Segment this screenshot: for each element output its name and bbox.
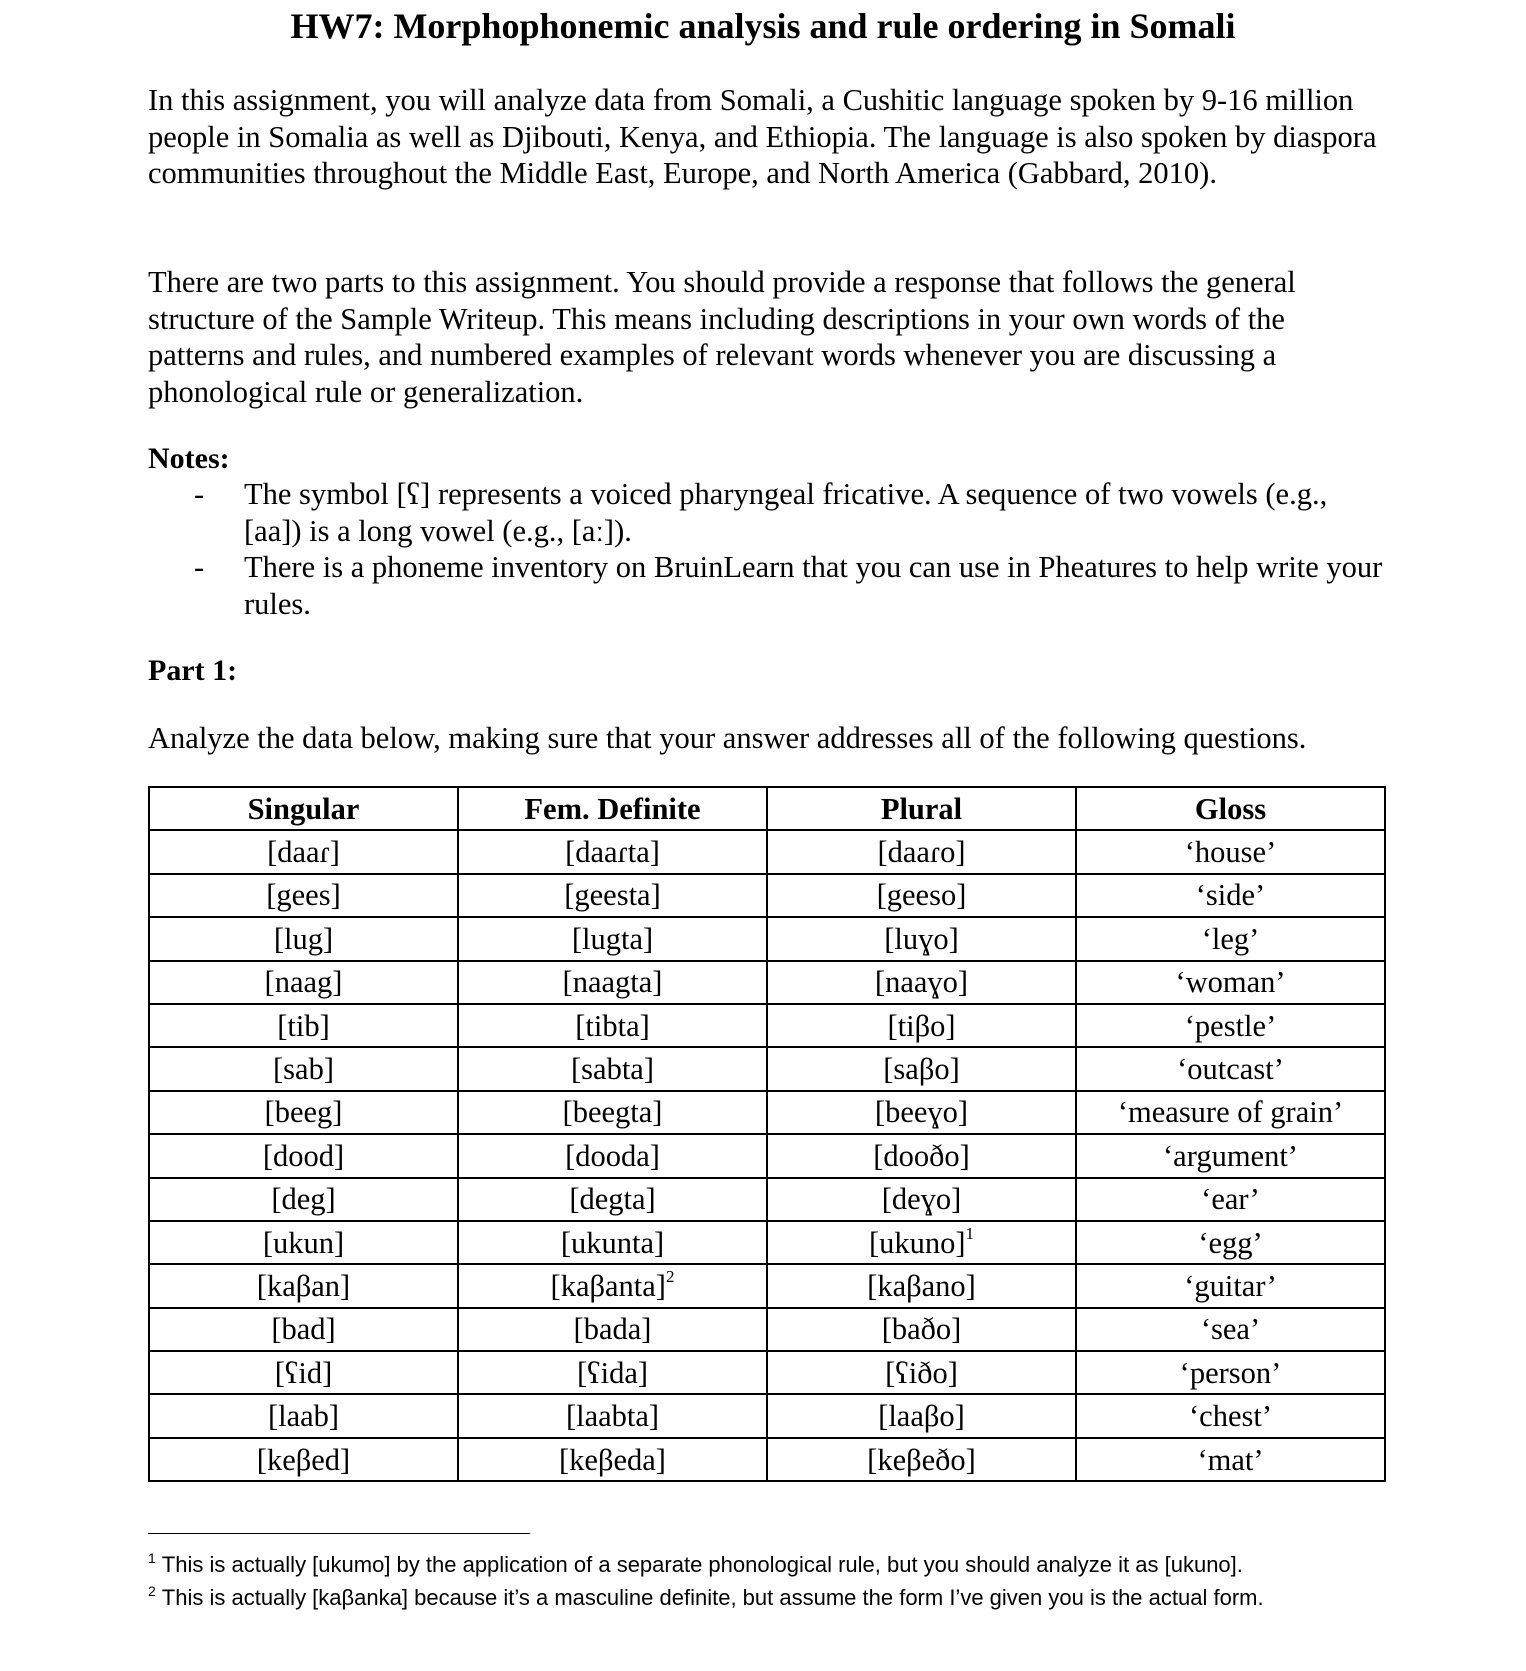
footnote-mark: 1 — [148, 1550, 156, 1566]
cell-text: [sab] — [273, 1052, 334, 1087]
cell-plural — [767, 1351, 1076, 1394]
cell-gloss — [1076, 1438, 1385, 1481]
table-row — [149, 1047, 1385, 1090]
cell-singular — [149, 874, 458, 917]
footnote-reference: 2 — [665, 1266, 675, 1286]
cell-text: [baðo] — [881, 1312, 962, 1347]
notes-heading: Notes: — [148, 442, 230, 475]
notes-item-text: The symbol [ʕ] represents a voiced pharyngeal fricative. A sequence of two vowels (e.g., [aa]) is a long vowel (e.g., [aː]). — [244, 477, 1328, 548]
cell-fem-definite — [458, 961, 767, 1004]
footnote-separator — [148, 1533, 530, 1534]
cell-gloss — [1076, 1178, 1385, 1221]
cell-fem-definite — [458, 1438, 767, 1481]
cell-text: [deg] — [271, 1182, 336, 1217]
cell-text: [gees] — [266, 878, 341, 913]
cell-text: [ʕid] — [274, 1355, 333, 1390]
cell-plural — [767, 874, 1076, 917]
column-header-plural: Plural — [767, 787, 1076, 830]
table-header-row — [149, 787, 1385, 830]
cell-fem-definite — [458, 1004, 767, 1047]
cell-text: [beeɣo] — [874, 1095, 969, 1130]
cell-fem-definite — [458, 1351, 767, 1394]
cell-gloss — [1076, 1394, 1385, 1437]
cell-singular — [149, 1438, 458, 1481]
notes-item-text: There is a phoneme inventory on BruinLearn that you can use in Pheatures to help write your rules. — [244, 550, 1383, 621]
cell-text: [geeso] — [876, 878, 967, 913]
cell-text: [sabta] — [571, 1052, 654, 1087]
footnote-text: This is actually [ukumo] by the application of a separate phonological rule, but you should analyze it as [ukuno]. — [161, 1552, 1243, 1577]
cell-text: ‘side’ — [1195, 878, 1266, 913]
cell-singular — [149, 961, 458, 1004]
cell-plural — [767, 1264, 1076, 1307]
cell-text: [laab] — [267, 1399, 340, 1434]
cell-text: ‘woman’ — [1175, 965, 1286, 1000]
table-row — [149, 1091, 1385, 1134]
cell-text: [daaɾta] — [565, 835, 660, 870]
cell-singular — [149, 917, 458, 960]
cell-singular — [149, 1264, 458, 1307]
cell-plural — [767, 1394, 1076, 1437]
cell-gloss — [1076, 917, 1385, 960]
cell-fem-definite — [458, 830, 767, 873]
cell-text: [laaβo] — [878, 1399, 965, 1434]
cell-plural — [767, 1047, 1076, 1090]
cell-text: [naaɣo] — [874, 965, 969, 1000]
cell-text: ‘leg’ — [1201, 921, 1260, 956]
cell-gloss — [1076, 1351, 1385, 1394]
cell-text: [kaβan] — [256, 1268, 351, 1303]
notes-item — [148, 476, 1388, 549]
cell-text: [keβeðo] — [867, 1442, 976, 1477]
cell-text: [keβed] — [256, 1442, 351, 1477]
column-header-gloss: Gloss — [1076, 787, 1385, 830]
table-row — [149, 1134, 1385, 1177]
table-row — [149, 874, 1385, 917]
cell-text: [daaɾ] — [267, 835, 340, 870]
cell-text: ‘mat’ — [1197, 1442, 1264, 1477]
cell-text: [keβeda] — [559, 1442, 666, 1477]
cell-text: [dooðo] — [873, 1138, 970, 1173]
table-row — [149, 1394, 1385, 1437]
cell-singular — [149, 1394, 458, 1437]
instructions-paragraph: There are two parts to this assignment. You should provide a response that follows the general structure of the Sample Writeup. This means including descriptions in your own words of the patterns and rules, and numbered examples of relevant words whenever you are discussing a phonological rule or generalization. — [148, 265, 1296, 409]
cell-text: [bada] — [573, 1312, 652, 1347]
cell-fem-definite — [458, 1047, 767, 1090]
cell-text: [daaɾo] — [877, 835, 966, 870]
table-body — [149, 830, 1385, 1481]
table-row — [149, 1351, 1385, 1394]
column-header-fem-definite: Fem. Definite — [458, 787, 767, 830]
cell-plural — [767, 1438, 1076, 1481]
cell-fem-definite — [458, 1178, 767, 1221]
cell-text: [lug] — [273, 921, 334, 956]
document-title: HW7: Morphophonemic analysis and rule ordering in Somali — [290, 6, 1236, 46]
footnote — [148, 1584, 1264, 1612]
cell-fem-definite — [458, 1091, 767, 1134]
table-row — [149, 1308, 1385, 1351]
footnote — [148, 1551, 1243, 1579]
footnote-reference: 1 — [965, 1223, 975, 1243]
notes-item — [148, 549, 1388, 622]
cell-fem-definite — [458, 1134, 767, 1177]
table-row — [149, 1004, 1385, 1047]
cell-text: [ukun] — [262, 1225, 345, 1260]
cell-text: [geesta] — [564, 878, 661, 913]
cell-text: [bad] — [271, 1312, 336, 1347]
cell-text: [kaβanta] — [550, 1268, 666, 1303]
cell-text: ‘house’ — [1184, 835, 1277, 870]
cell-text: ‘measure of grain’ — [1117, 1095, 1344, 1130]
cell-fem-definite — [458, 1394, 767, 1437]
footnote-text: This is actually [kaβanka] because it’s a masculine definite, but assume the form I’ve given you is the actual form. — [161, 1585, 1264, 1610]
cell-singular — [149, 830, 458, 873]
cell-text: ‘argument’ — [1163, 1138, 1298, 1173]
cell-gloss — [1076, 1221, 1385, 1264]
cell-plural — [767, 830, 1076, 873]
cell-plural — [767, 1134, 1076, 1177]
cell-text: ‘ear’ — [1201, 1182, 1260, 1217]
intro-paragraph: In this assignment, you will analyze data from Somali, a Cushitic language spoken by 9-16 million people in Somalia as well as Djibouti, Kenya, and Ethiopia. The language is also spoken by diaspora communities throughout the Middle East, Europe, and North America (Gabbard, 2010). — [148, 83, 1377, 190]
cell-plural — [767, 961, 1076, 1004]
cell-singular — [149, 1091, 458, 1134]
cell-gloss — [1076, 830, 1385, 873]
footnote-mark: 2 — [148, 1583, 156, 1599]
table-row — [149, 1178, 1385, 1221]
table-row — [149, 961, 1385, 1004]
cell-text: [ʕida] — [576, 1355, 649, 1390]
cell-text: ‘pestle’ — [1184, 1008, 1277, 1043]
cell-text: ‘sea’ — [1200, 1312, 1261, 1347]
cell-text: [ukunta] — [560, 1225, 665, 1260]
table-row — [149, 1438, 1385, 1481]
cell-plural — [767, 1221, 1076, 1264]
cell-singular — [149, 1004, 458, 1047]
cell-text: ‘egg’ — [1198, 1225, 1263, 1260]
cell-singular — [149, 1351, 458, 1394]
dash-bullet: - — [194, 550, 205, 584]
cell-text: [kaβano] — [867, 1268, 976, 1303]
cell-text: [degta] — [569, 1182, 656, 1217]
cell-text: [dood] — [262, 1138, 345, 1173]
cell-text: [deɣo] — [881, 1182, 962, 1217]
table-row — [149, 917, 1385, 960]
cell-text: [ʕiðo] — [885, 1355, 958, 1390]
cell-gloss — [1076, 1004, 1385, 1047]
cell-text: [saβo] — [883, 1052, 960, 1087]
cell-singular — [149, 1047, 458, 1090]
cell-text: ‘outcast’ — [1177, 1052, 1284, 1087]
cell-text: [tiβo] — [887, 1008, 956, 1043]
cell-text: ‘chest’ — [1189, 1399, 1272, 1434]
cell-text: ‘person’ — [1179, 1355, 1282, 1390]
cell-plural — [767, 1178, 1076, 1221]
part1-instruction: Analyze the data below, making sure that your answer addresses all of the following questions. — [148, 721, 1307, 755]
cell-gloss — [1076, 874, 1385, 917]
cell-plural — [767, 1091, 1076, 1134]
dash-bullet: - — [194, 477, 205, 511]
cell-text: [beeg] — [264, 1095, 343, 1130]
cell-gloss — [1076, 1134, 1385, 1177]
cell-text: [beegta] — [562, 1095, 663, 1130]
cell-gloss — [1076, 961, 1385, 1004]
notes-list — [148, 476, 1388, 622]
table-row — [149, 1221, 1385, 1264]
cell-gloss — [1076, 1308, 1385, 1351]
part1-heading: Part 1: — [148, 654, 238, 687]
table-row — [149, 1264, 1385, 1307]
table-row — [149, 830, 1385, 873]
cell-plural — [767, 917, 1076, 960]
cell-text: [tib] — [277, 1008, 330, 1043]
cell-text: [naag] — [264, 965, 343, 1000]
cell-text: [luɣo] — [884, 921, 959, 956]
cell-singular — [149, 1221, 458, 1264]
cell-text: [ukuno] — [868, 1225, 966, 1260]
cell-gloss — [1076, 1264, 1385, 1307]
cell-plural — [767, 1004, 1076, 1047]
cell-fem-definite — [458, 1221, 767, 1264]
cell-gloss — [1076, 1047, 1385, 1090]
cell-gloss — [1076, 1091, 1385, 1134]
cell-text: ‘guitar’ — [1184, 1268, 1277, 1303]
cell-singular — [149, 1308, 458, 1351]
cell-fem-definite — [458, 1308, 767, 1351]
cell-singular — [149, 1178, 458, 1221]
cell-text: [lugta] — [571, 921, 654, 956]
cell-text: [naagta] — [562, 965, 663, 1000]
cell-fem-definite — [458, 1264, 767, 1307]
somali-data-table — [148, 786, 1386, 1482]
cell-text: [dooda] — [565, 1138, 660, 1173]
cell-plural — [767, 1308, 1076, 1351]
cell-fem-definite — [458, 917, 767, 960]
cell-text: [tibta] — [575, 1008, 650, 1043]
column-header-singular: Singular — [149, 787, 458, 830]
cell-text: [laabta] — [565, 1399, 660, 1434]
cell-singular — [149, 1134, 458, 1177]
cell-fem-definite — [458, 874, 767, 917]
